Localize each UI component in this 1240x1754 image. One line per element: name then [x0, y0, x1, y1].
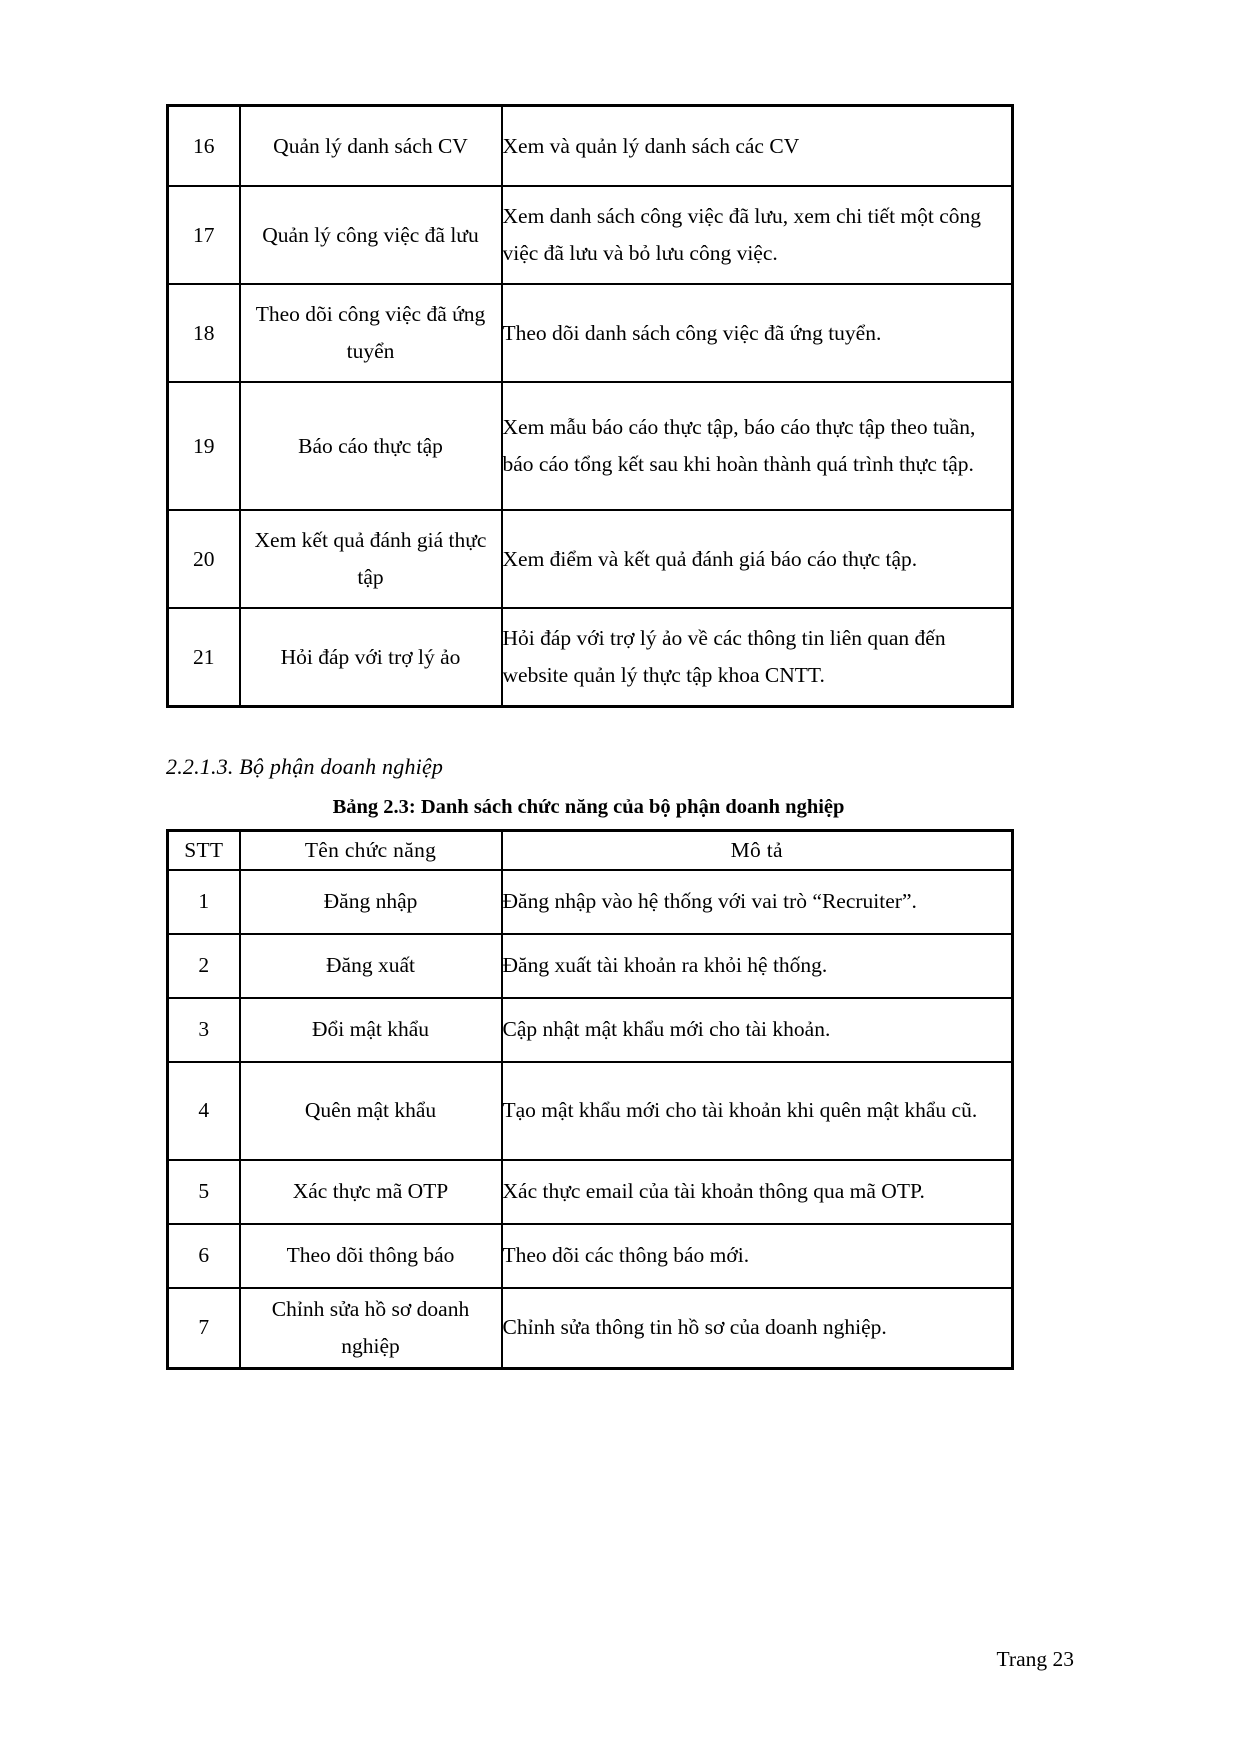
table-row: [168, 608, 1013, 707]
function-name-cell: Hỏi đáp với trợ lý ảo: [240, 608, 502, 707]
column-header-desc: Mô tả: [502, 831, 1013, 870]
function-name-cell: Quản lý công việc đã lưu: [240, 186, 502, 284]
function-desc-cell: Xem điểm và kết quả đánh giá báo cáo thực tập.: [502, 510, 1013, 608]
table-row: [168, 382, 1013, 510]
table-row: [168, 1160, 1013, 1224]
function-name-cell: Đổi mật khẩu: [240, 998, 502, 1062]
function-name-cell: Quản lý danh sách CV: [240, 106, 502, 187]
function-desc-cell: Theo dõi các thông báo mới.: [502, 1224, 1013, 1288]
function-name-cell: Theo dõi công việc đã ứng tuyển: [240, 284, 502, 382]
section-heading: 2.2.1.3. Bộ phận doanh nghiệp: [166, 754, 444, 779]
table-row: [168, 1062, 1013, 1160]
row-index-cell: 3: [168, 998, 240, 1062]
row-index-cell: 17: [168, 186, 240, 284]
table-row: [168, 870, 1013, 934]
table-row: [168, 934, 1013, 998]
function-name-cell: Báo cáo thực tập: [240, 382, 502, 510]
row-index-cell: 6: [168, 1224, 240, 1288]
functions-table-enterprise: [166, 829, 1014, 1370]
table-row: [168, 510, 1013, 608]
function-name-cell: Chỉnh sửa hồ sơ doanh nghiệp: [240, 1288, 502, 1369]
row-index-cell: 4: [168, 1062, 240, 1160]
function-desc-cell: Tạo mật khẩu mới cho tài khoản khi quên mật khẩu cũ.: [502, 1062, 1013, 1160]
table-row: [168, 998, 1013, 1062]
row-index-cell: 19: [168, 382, 240, 510]
table-caption-wrap: [166, 796, 1011, 819]
function-desc-cell: Xác thực email của tài khoản thông qua mã OTP.: [502, 1160, 1013, 1224]
row-index-cell: 21: [168, 608, 240, 707]
table-row: [168, 106, 1013, 187]
function-name-cell: Xem kết quả đánh giá thực tập: [240, 510, 502, 608]
table-row: [168, 1224, 1013, 1288]
column-header-name: Tên chức năng: [240, 831, 502, 870]
function-desc-cell: Đăng nhập vào hệ thống với vai trò “Recruiter”.: [502, 870, 1013, 934]
table-row: [168, 1288, 1013, 1369]
function-name-cell: Quên mật khẩu: [240, 1062, 502, 1160]
table-row: [168, 284, 1013, 382]
row-index-cell: 2: [168, 934, 240, 998]
table-header-row: [168, 831, 1013, 870]
page-footer: Trang 23: [996, 1647, 1074, 1671]
function-desc-cell: Đăng xuất tài khoản ra khỏi hệ thống.: [502, 934, 1013, 998]
table-caption: Bảng 2.3: Danh sách chức năng của bộ phận doanh nghiệp: [332, 796, 845, 818]
row-index-cell: 16: [168, 106, 240, 187]
page-content: [166, 104, 1011, 1370]
table-row: [168, 186, 1013, 284]
row-index-cell: 18: [168, 284, 240, 382]
functions-table-student-continued: [166, 104, 1014, 708]
function-desc-cell: Xem danh sách công việc đã lưu, xem chi tiết một công việc đã lưu và bỏ lưu công việc.: [502, 186, 1013, 284]
function-name-cell: Theo dõi thông báo: [240, 1224, 502, 1288]
column-header-stt: STT: [168, 831, 240, 870]
function-desc-cell: Xem và quản lý danh sách các CV: [502, 106, 1013, 187]
function-desc-cell: Hỏi đáp với trợ lý ảo về các thông tin liên quan đến website quản lý thực tập khoa CNTT.: [502, 608, 1013, 707]
row-index-cell: 20: [168, 510, 240, 608]
function-name-cell: Xác thực mã OTP: [240, 1160, 502, 1224]
function-desc-cell: Cập nhật mật khẩu mới cho tài khoản.: [502, 998, 1013, 1062]
function-desc-cell: Chỉnh sửa thông tin hồ sơ của doanh nghiệp.: [502, 1288, 1013, 1369]
function-name-cell: Đăng nhập: [240, 870, 502, 934]
row-index-cell: 5: [168, 1160, 240, 1224]
row-index-cell: 1: [168, 870, 240, 934]
function-name-cell: Đăng xuất: [240, 934, 502, 998]
function-desc-cell: Theo dõi danh sách công việc đã ứng tuyển.: [502, 284, 1013, 382]
function-desc-cell: Xem mẫu báo cáo thực tập, báo cáo thực tập theo tuần, báo cáo tổng kết sau khi hoàn thành quá trình thực tập.: [502, 382, 1013, 510]
row-index-cell: 7: [168, 1288, 240, 1369]
